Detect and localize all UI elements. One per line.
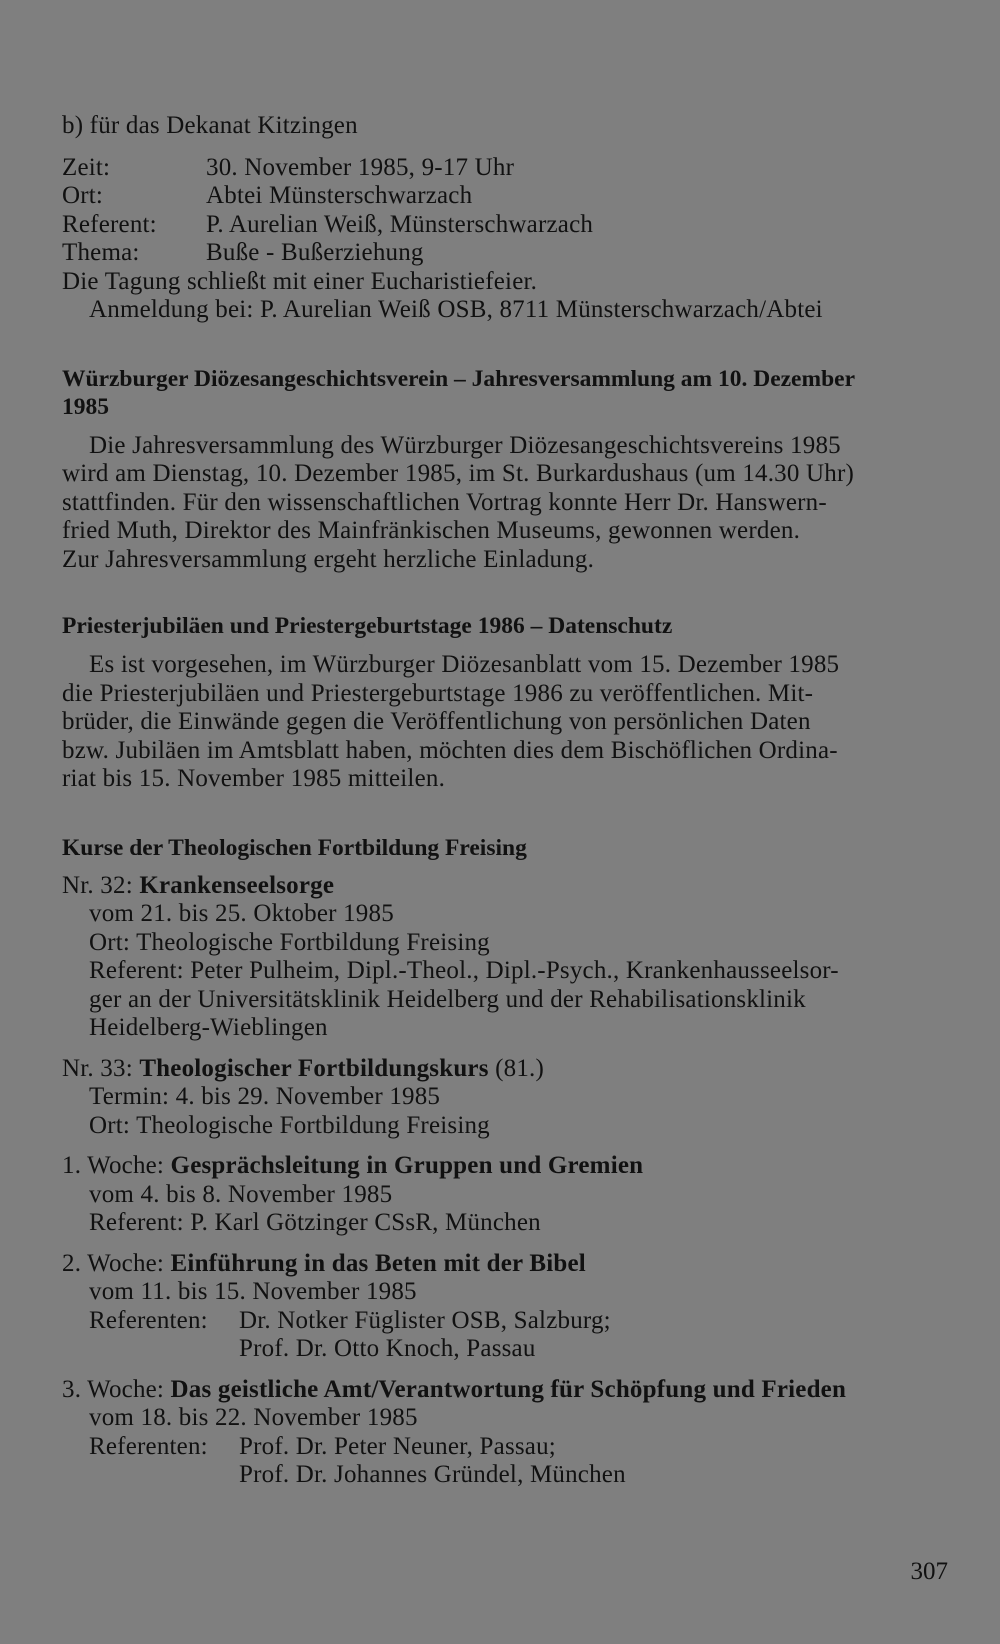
paragraph-line: die Priesterjubiläen und Priestergeburtstage 1986 zu veröffentlichen. Mit- [62,679,814,707]
info-row-ort [62,182,948,211]
section-title-kurse: Kurse der Theologischen Fortbildung Freising [62,834,527,861]
row-value: Abtei Münsterschwarzach [206,182,473,209]
page-number: 307 [910,1558,948,1585]
course-location: Ort: Theologische Fortbildung Freising [89,1111,490,1139]
week-1-details [62,1181,948,1238]
tagung-note: Die Tagung schließt mit einer Eucharistiefeier. [62,267,538,295]
referent-name: Dr. Notker Füglister OSB, Salzburg; [239,1306,611,1334]
course-referent: Referent: Peter Pulheim, Dipl.-Theol., Dipl.-Psych., Krankenhausseelsor- [89,957,839,984]
paragraph-line: Die Jahresversammlung des Würzburger Diözesangeschichtsvereins 1985 [89,431,841,459]
course-32-details [62,900,948,1043]
course-number: Nr. 32: [62,871,133,899]
referents-label: Referenten: [89,1432,208,1460]
info-row-thema [62,239,948,268]
week-3-header [62,1376,948,1405]
week-referents [89,1307,948,1336]
course-number: Nr. 33: [62,1054,133,1082]
document-page [62,112,948,1490]
course-suffix: (81.) [488,1054,545,1082]
week-label: 3. Woche: [62,1375,165,1403]
paragraph-line: Es ist vorgesehen, im Würzburger Diözesanblatt vom 15. Dezember 1985 [89,651,840,678]
week-1-header [62,1152,948,1181]
paragraph-line: stattfinden. Für den wissenschaftlichen Vortrag konnte Herr Dr. Hanswern- [62,488,827,516]
row-label: Ort: [62,182,104,209]
paragraph-line: Zur Jahresversammlung ergeht herzliche Einladung. [62,545,595,573]
row-value: 30. November 1985, 9-17 Uhr [206,153,515,181]
referent-name-cont: Prof. Dr. Johannes Gründel, München [239,1461,626,1488]
course-referent-cont: Heidelberg-Wieblingen [89,1014,328,1041]
course-termin: Termin: 4. bis 29. November 1985 [89,1083,441,1110]
week-date: vom 4. bis 8. November 1985 [89,1180,393,1208]
week-label: 1. Woche: [62,1152,165,1179]
week-referent: Referent: P. Karl Götzinger CSsR, München [89,1209,541,1236]
referent-name-cont: Prof. Dr. Otto Knoch, Passau [239,1335,536,1362]
course-33-header [62,1055,948,1084]
course-33-details [62,1083,948,1140]
paragraph-line: fried Muth, Direktor des Mainfränkischen Museums, gewonnen werden. [62,517,801,544]
week-topic: Das geistliche Amt/Verantwortung für Schöpfung und Frieden [170,1375,847,1403]
section-title-verein-cont: 1985 [62,393,109,420]
course-32-header [62,872,948,901]
week-label: 2. Woche: [62,1249,165,1277]
week-date: vom 11. bis 15. November 1985 [89,1278,417,1305]
week-topic: Gesprächsleitung in Gruppen und Gremien [170,1152,644,1179]
row-label: Referent: [62,210,157,238]
paragraph-line: riat bis 15. November 1985 mitteilen. [62,765,446,792]
paragraph-line: brüder, die Einwände gegen die Veröffentlichung von persönlichen Daten [62,708,811,735]
referent-name: Prof. Dr. Peter Neuner, Passau; [239,1432,556,1460]
section-title-jubilaeen: Priesterjubiläen und Priestergeburtstage 1986 – Datenschutz [62,613,673,639]
paragraph-line: bzw. Jubiläen im Amtsblatt haben, möchten dies dem Bischöflichen Ordina- [62,736,838,764]
info-row-referent [62,211,948,240]
week-referents [89,1433,948,1462]
week-2-details [62,1278,948,1335]
row-value: P. Aurelian Weiß, Münsterschwarzach [206,210,594,238]
course-date: vom 21. bis 25. Oktober 1985 [89,900,394,927]
registration-line: Anmeldung bei: P. Aurelian Weiß OSB, 8711 Münsterschwarzach/Abtei [89,296,823,323]
row-label: Zeit: [62,153,111,181]
section-b-heading: b) für das Dekanat Kitzingen [62,112,358,139]
week-topic: Einführung in das Beten mit der Bibel [170,1249,586,1277]
paragraph-line: wird am Dienstag, 10. Dezember 1985, im St. Burkardushaus (um 14.30 Uhr) [62,460,855,487]
row-label: Thema: [62,239,140,266]
row-value: Buße - Bußerziehung [206,239,424,266]
referents-label: Referenten: [89,1306,208,1334]
week-3-details [62,1404,948,1461]
week-2-header [62,1250,948,1279]
course-referent-cont: ger an der Universitätsklinik Heidelberg und der Rehabilisationsklinik [89,985,806,1013]
course-location: Ort: Theologische Fortbildung Freising [89,928,490,956]
info-row-zeit [62,154,948,183]
section-title-verein: Würzburger Diözesangeschichtsverein – Jahresversammlung am 10. Dezember [62,365,855,392]
course-name: Krankenseelsorge [139,871,335,899]
course-name: Theologischer Fortbildungskurs [139,1054,489,1082]
week-date: vom 18. bis 22. November 1985 [89,1404,418,1431]
